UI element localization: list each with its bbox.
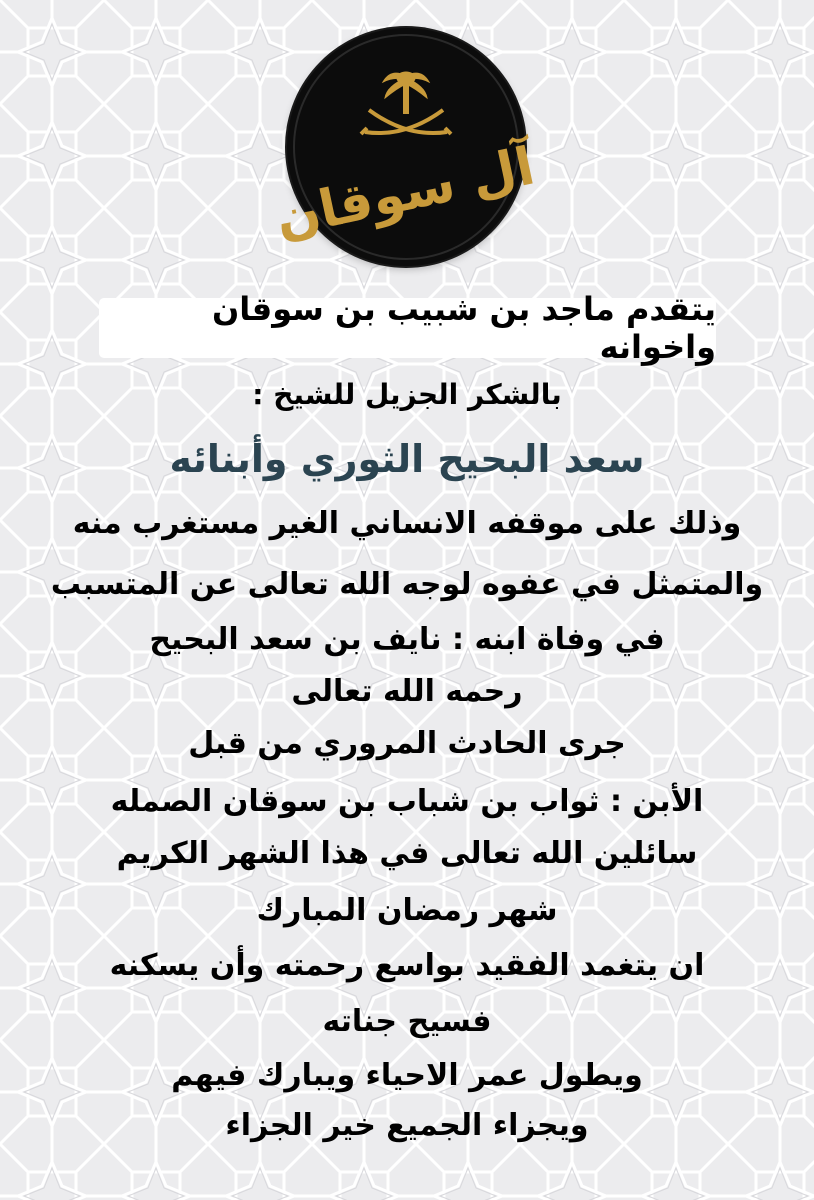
body-line: جرى الحادث المروري من قبل xyxy=(188,726,626,761)
logo-name-text: آل سوقان xyxy=(270,136,540,250)
palm-and-crossed-swords-emblem xyxy=(361,72,451,134)
body-line: وذلك على موقفه الانساني الغير مستغرب منه xyxy=(72,506,742,541)
body-line: ويجزاء الجميع خير الجزاء xyxy=(225,1108,589,1143)
body-line: ويطول عمر الاحياء ويبارك فيهم xyxy=(171,1058,643,1093)
body-line: سائلين الله تعالى في هذا الشهر الكريم xyxy=(116,836,698,871)
body-line: رحمه الله تعالى xyxy=(291,674,523,709)
title-banner xyxy=(99,290,716,366)
body-line: في وفاة ابنه : نايف بن سعد البحيح xyxy=(149,622,665,657)
body-line: شهر رمضان المبارك xyxy=(256,893,558,928)
body-line: فسيح جناته xyxy=(322,1004,492,1039)
honoree-name: سعد البحيح الثوري وأبنائه xyxy=(169,437,645,481)
family-logo xyxy=(270,28,540,266)
body-line: الأبن : ثواب بن شباب بن سوقان الصمله xyxy=(110,784,704,819)
body-line: ان يتغمد الفقيد بواسع رحمته وأن يسكنه xyxy=(109,948,705,983)
body-line: والمتمثل في عفوه لوجه الله تعالى عن المتسبب xyxy=(50,567,764,602)
banner-text: يتقدم ماجد بن شبيب بن سوقان واخوانه xyxy=(211,290,716,366)
thanks-line: بالشكر الجزيل للشيخ : xyxy=(252,378,562,411)
